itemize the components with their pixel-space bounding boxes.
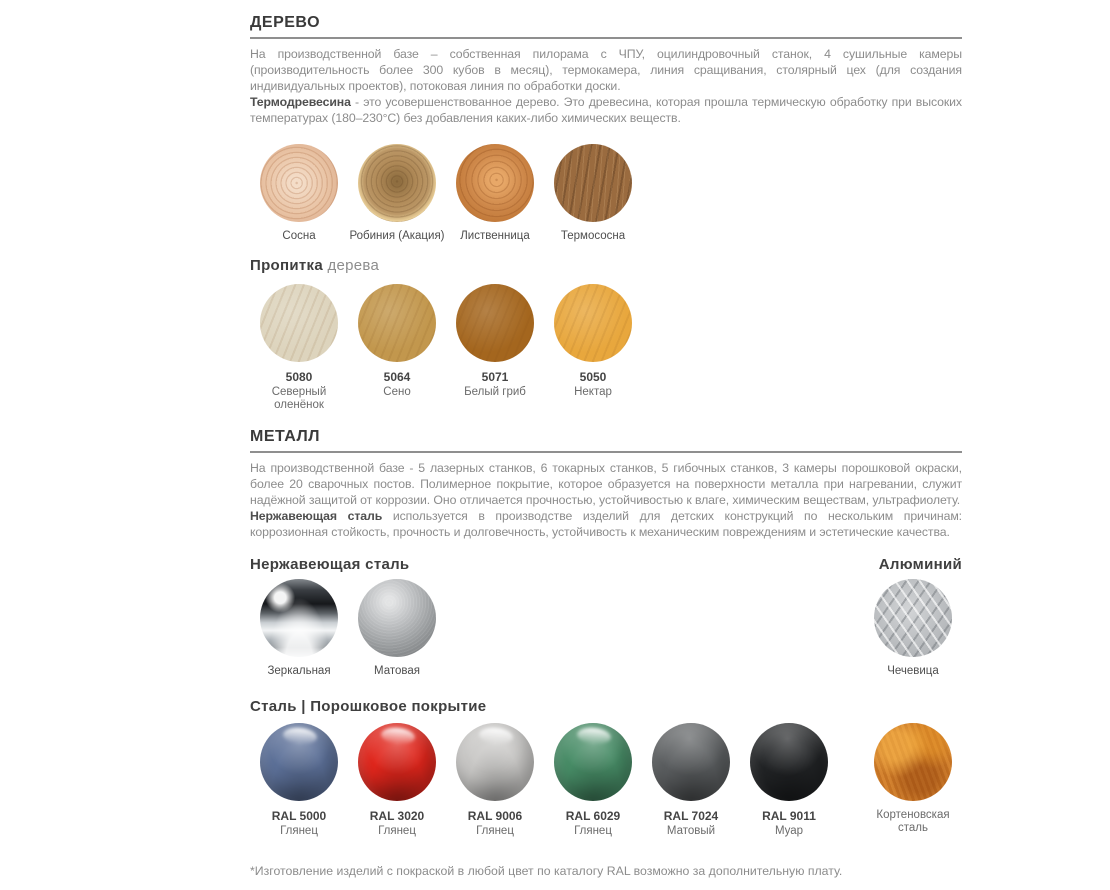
metal-section-title: МЕТАЛЛ <box>250 428 962 453</box>
stainless-aluminum-header <box>250 556 962 573</box>
swatch-label: Кортеновская сталь <box>876 809 950 834</box>
swatch-label: Нектар <box>574 386 612 398</box>
ral-group <box>250 723 838 838</box>
impregnation-title-light: дерева <box>322 257 380 274</box>
swatch-label: Термососна <box>560 230 626 242</box>
corten-item <box>864 723 962 835</box>
wood-species-row <box>250 144 962 243</box>
wood-intro-paragraph <box>250 46 962 126</box>
thermopine-wood-swatch <box>554 144 632 222</box>
swatch-code: 5071 <box>481 370 509 384</box>
swatch-finish: Глянец <box>476 825 514 837</box>
stainless-item <box>250 579 348 678</box>
impregnation-title-strong: Пропитка <box>250 257 323 274</box>
metal-intro-text: На производственной базе - 5 лазерных станков, 6 токарных станков, 5 гибочных станков, 3 камеры порошковой окраски, более 20 сварочных постов. Полимерное покрытие, которое образуется на поверхности металла при нагревании, служит надёжной защитой от коррозии. Оно отличается прочностью, устойчивостью к влаге, химическим веществам, ультрафиолету. <box>250 461 962 507</box>
stainless-title: Нержавеющая сталь <box>250 556 410 573</box>
ral-item <box>740 723 838 838</box>
metal-intro-paragraph <box>250 460 962 540</box>
impregnation-title <box>250 257 962 274</box>
swatch-label: Сосна <box>282 230 316 242</box>
swatch-code: RAL 9006 <box>467 809 523 823</box>
swatch-code: RAL 9011 <box>762 809 816 823</box>
swatch-finish: Муар <box>774 825 804 837</box>
pine-wood-swatch <box>260 144 338 222</box>
wood-species-item <box>250 144 348 243</box>
swatch-code: RAL 6029 <box>565 809 621 823</box>
robinia-wood-swatch <box>358 144 436 222</box>
thermowood-description: - это усовершенствованное дерево. Это древесина, которая прошла термическую обработку при высоких температурах (180–230°С) без добавления каких-либо химических веществ. <box>250 95 962 125</box>
ral-9006-swatch <box>456 723 534 801</box>
wood-intro-text: На производственной базе – собственная пилорама с ЧПУ, оцилиндровочный станок, 4 сушильные камеры (производительность более 300 кубов в месяц), термокамера, линия сращивания, столярный цех (для создания индивидуальных проектов), потоковая линия по обработки доски. <box>250 47 962 93</box>
swatch-label: Лиственница <box>460 230 530 242</box>
swatch-label: Зеркальная <box>267 665 331 677</box>
steel-finishes-row <box>250 579 962 678</box>
stainless-group <box>250 579 446 678</box>
catalog-page <box>250 14 962 890</box>
aluminum-title: Алюминий <box>878 556 962 573</box>
impregnation-item <box>544 284 642 399</box>
swatch-label: Северный оленёнок <box>271 386 327 411</box>
ral-item <box>446 723 544 838</box>
stainless-item <box>348 579 446 678</box>
swatch-code: 5064 <box>383 370 411 384</box>
swatch-code: RAL 5000 <box>271 809 327 823</box>
swatch-finish: Глянец <box>574 825 612 837</box>
stain-5080-swatch <box>260 284 338 362</box>
stainless-description: используется в производстве изделий для детских конструкций по нескольким причинам: коррозионная стойкость, прочность и долговечность, устойчивость к механическим повреждениям и эстетические качества. <box>250 509 962 539</box>
impregnation-row <box>250 284 962 412</box>
swatch-label: Чечевица <box>887 665 939 677</box>
ral-item <box>250 723 348 838</box>
swatch-label: Робиния (Акация) <box>349 230 445 242</box>
stainless-term: Нержавеющая сталь <box>250 509 383 523</box>
powder-coating-row <box>250 723 962 838</box>
ral-item <box>348 723 446 838</box>
swatch-label: Матовая <box>374 665 420 677</box>
wood-species-item <box>348 144 446 243</box>
thermowood-term: Термодревесина <box>250 95 351 109</box>
ral-9011-swatch <box>750 723 828 801</box>
stain-5071-swatch <box>456 284 534 362</box>
ral-footnote: *Изготовление изделий с покраской в любой цвет по каталогу RAL возможно за дополнительную плату. <box>250 864 843 878</box>
swatch-label: Сено <box>383 386 411 398</box>
swatch-label: Белый гриб <box>464 386 526 398</box>
wood-species-item <box>544 144 642 243</box>
wood-section-title: ДЕРЕВО <box>250 14 962 39</box>
swatch-code: RAL 7024 <box>663 809 719 823</box>
ral-3020-swatch <box>358 723 436 801</box>
stain-5050-swatch <box>554 284 632 362</box>
ral-5000-swatch <box>260 723 338 801</box>
ral-7024-swatch <box>652 723 730 801</box>
swatch-code: 5050 <box>579 370 607 384</box>
swatch-finish: Матовый <box>666 825 716 837</box>
impregnation-item <box>446 284 544 399</box>
corten-steel-swatch <box>874 723 952 801</box>
ral-6029-swatch <box>554 723 632 801</box>
powder-coating-title: Сталь | Порошковое покрытие <box>250 698 487 715</box>
diamond-plate-aluminum-swatch <box>874 579 952 657</box>
ral-item <box>642 723 740 838</box>
matte-steel-swatch <box>358 579 436 657</box>
stain-5064-swatch <box>358 284 436 362</box>
mirror-steel-swatch <box>260 579 338 657</box>
swatch-code: RAL 3020 <box>369 809 425 823</box>
aluminum-item <box>864 579 962 678</box>
swatch-finish: Глянец <box>280 825 318 837</box>
wood-species-item <box>446 144 544 243</box>
swatch-code: 5080 <box>285 370 313 384</box>
impregnation-item <box>250 284 348 412</box>
impregnation-item <box>348 284 446 399</box>
swatch-finish: Глянец <box>378 825 416 837</box>
ral-item <box>544 723 642 838</box>
larch-wood-swatch <box>456 144 534 222</box>
